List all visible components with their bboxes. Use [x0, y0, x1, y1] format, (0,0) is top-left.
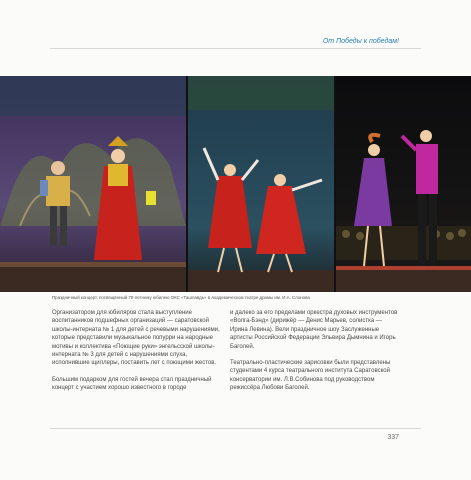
photo-folk-performers [0, 76, 186, 292]
photo-caption: Праздничный концерт, посвящённый 70-летнему юбилею ОКС «Ташлавдь» в Академическом театре драмы им. И.А. Слонова [52, 295, 310, 300]
footer-rule [50, 428, 421, 429]
photo-dancers [188, 76, 334, 292]
paragraph: Театрально-пластические зарисовки были представлены студентами 4 курса театрального института Саратовской консерватории им. Л.В.Собинова под руководством режиссёра Любови Баголей. [230, 360, 391, 392]
paragraph: Организатором для юбиляров стала выступление воспитанников подшефных организаций — саратовской школы-интерната № 1 для детей с речевыми нарушениями, которые представили музыкальное попурри на народные мотивы и коллектива «Поющие руки» энгельсской школы-интерната № 3 для детей с нарушениями слуха, исполнившие щиллеры, поставить лет с поющими жестов. [52, 310, 220, 367]
page-number: 337 [387, 434, 399, 441]
header-rule [50, 48, 421, 49]
photo-duet-singers [336, 76, 471, 292]
text-column-left [52, 309, 220, 401]
paragraph: Большим подарком для гостей вечера стал праздничный концерт с участием хорошо известного в городе [52, 376, 212, 392]
running-header-title: От Победы к победам! [322, 38, 399, 45]
text-column-right [230, 309, 398, 401]
photo-strip [0, 76, 471, 292]
paragraph: и далеко за его пределами оркестра духовых инструментов «Волга-Бэнд» (дирижёр — Денис Марьев, солистка — Ирина Левина). Вели праздничное шоу Заслуженные артисты Российской Федерации Эльвира Дымнина и Игорь Баголей. [230, 310, 398, 350]
